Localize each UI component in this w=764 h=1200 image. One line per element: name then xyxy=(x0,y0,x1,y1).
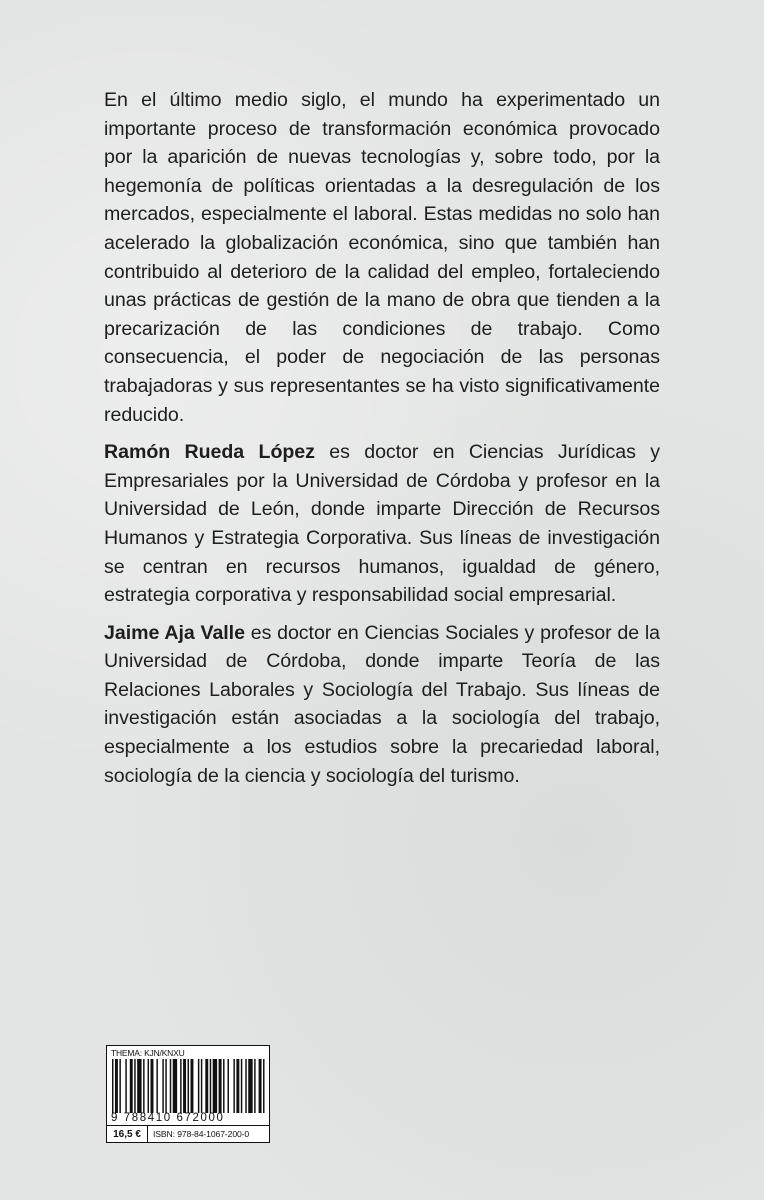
barcode-bar xyxy=(130,1059,133,1113)
barcode-bar xyxy=(236,1059,239,1113)
barcode-bar xyxy=(125,1059,126,1113)
back-cover-text xyxy=(104,86,660,790)
barcode-bar xyxy=(254,1059,255,1113)
barcode-bar xyxy=(245,1059,246,1113)
barcode-bar xyxy=(148,1059,149,1113)
barcode-bar xyxy=(188,1059,189,1113)
barcode-bar xyxy=(190,1059,193,1113)
price-isbn-strip xyxy=(107,1125,269,1143)
barcode-bar xyxy=(241,1059,242,1113)
barcode-bar xyxy=(170,1059,171,1113)
barcode-bar xyxy=(205,1059,208,1113)
barcode-bar xyxy=(198,1059,199,1113)
synopsis-text: En el último medio siglo, el mundo ha experimentado un importante proceso de transformación económica provocado por la aparición de nuevas tecnologías y, sobre todo, por la hegemonía de políticas orientadas a la desregulación de los mercados, especialmente el laboral. Estas medidas no solo han acelerado la globalización económica, sino que también han contribuido al deterioro de la calidad del empleo, fortaleciendo unas prácticas de gestión de la mano de obra que tienden a la precarización de las condiciones de trabajo. Como consecuencia, el poder de negociación de las personas trabajadoras y sus representantes se ha visto significativamente reducido. xyxy=(104,89,660,426)
barcode-bar xyxy=(248,1059,252,1113)
author-bio-2 xyxy=(104,619,660,791)
barcode-digits: 9 788410 672000 xyxy=(111,1112,225,1124)
barcode-bar xyxy=(210,1059,211,1113)
author-bio-text-2: es doctor en Ciencias Sociales y profesor de la Universidad de Córdoba, donde imparte Teoría de las Relaciones Laborales y Sociología del Trabajo. Sus líneas de investigación están asociadas a la sociología del trabajo, especialmente a los estudios sobre la precariedad laboral, sociología de la ciencia y sociología del turismo. xyxy=(104,621,660,787)
barcode-bar xyxy=(223,1059,224,1113)
barcode-bar xyxy=(219,1059,222,1113)
price-label: 16,5 € xyxy=(107,1126,148,1143)
thema-code: THEMA: KJN/KNXU xyxy=(111,1048,185,1058)
barcode-bar xyxy=(173,1059,177,1113)
barcode-bar xyxy=(213,1059,217,1113)
barcode-bar xyxy=(228,1059,229,1113)
barcode-bar xyxy=(165,1059,166,1113)
barcode-bar xyxy=(180,1059,181,1113)
barcode-bar xyxy=(162,1059,163,1113)
barcode-bar xyxy=(134,1059,135,1113)
author-name-1: Ramón Rueda López xyxy=(104,441,315,464)
barcode-icon xyxy=(112,1059,266,1113)
barcode-bar xyxy=(183,1059,186,1113)
barcode-bar xyxy=(115,1059,118,1113)
barcode-bar xyxy=(201,1059,202,1113)
barcode-bar xyxy=(151,1059,154,1113)
barcode-bar xyxy=(119,1059,120,1113)
barcode-bar xyxy=(143,1059,144,1113)
barcode-box xyxy=(106,1045,270,1143)
isbn-label: ISBN: 978-84-1067-200-0 xyxy=(153,1129,250,1139)
author-name-2: Jaime Aja Valle xyxy=(104,621,245,644)
author-bio-1 xyxy=(104,438,660,610)
barcode-bar xyxy=(137,1059,141,1113)
barcode-bar xyxy=(263,1059,264,1113)
barcode-bar xyxy=(233,1059,234,1113)
barcode-bar xyxy=(259,1059,262,1113)
synopsis-paragraph xyxy=(104,86,660,429)
barcode-bar xyxy=(156,1059,157,1113)
barcode-bar xyxy=(112,1059,113,1113)
author-bio-text-1: es doctor en Ciencias Jurídicas y Empresariales por la Universidad de Córdoba y profesor en la Universidad de León, donde imparte Dirección de Recursos Humanos y Estrategia Corporativa. Sus líneas de investigación se centran en recursos humanos, igualdad de género, estrategia corporativa y responsabilidad social empresarial. xyxy=(104,441,660,607)
